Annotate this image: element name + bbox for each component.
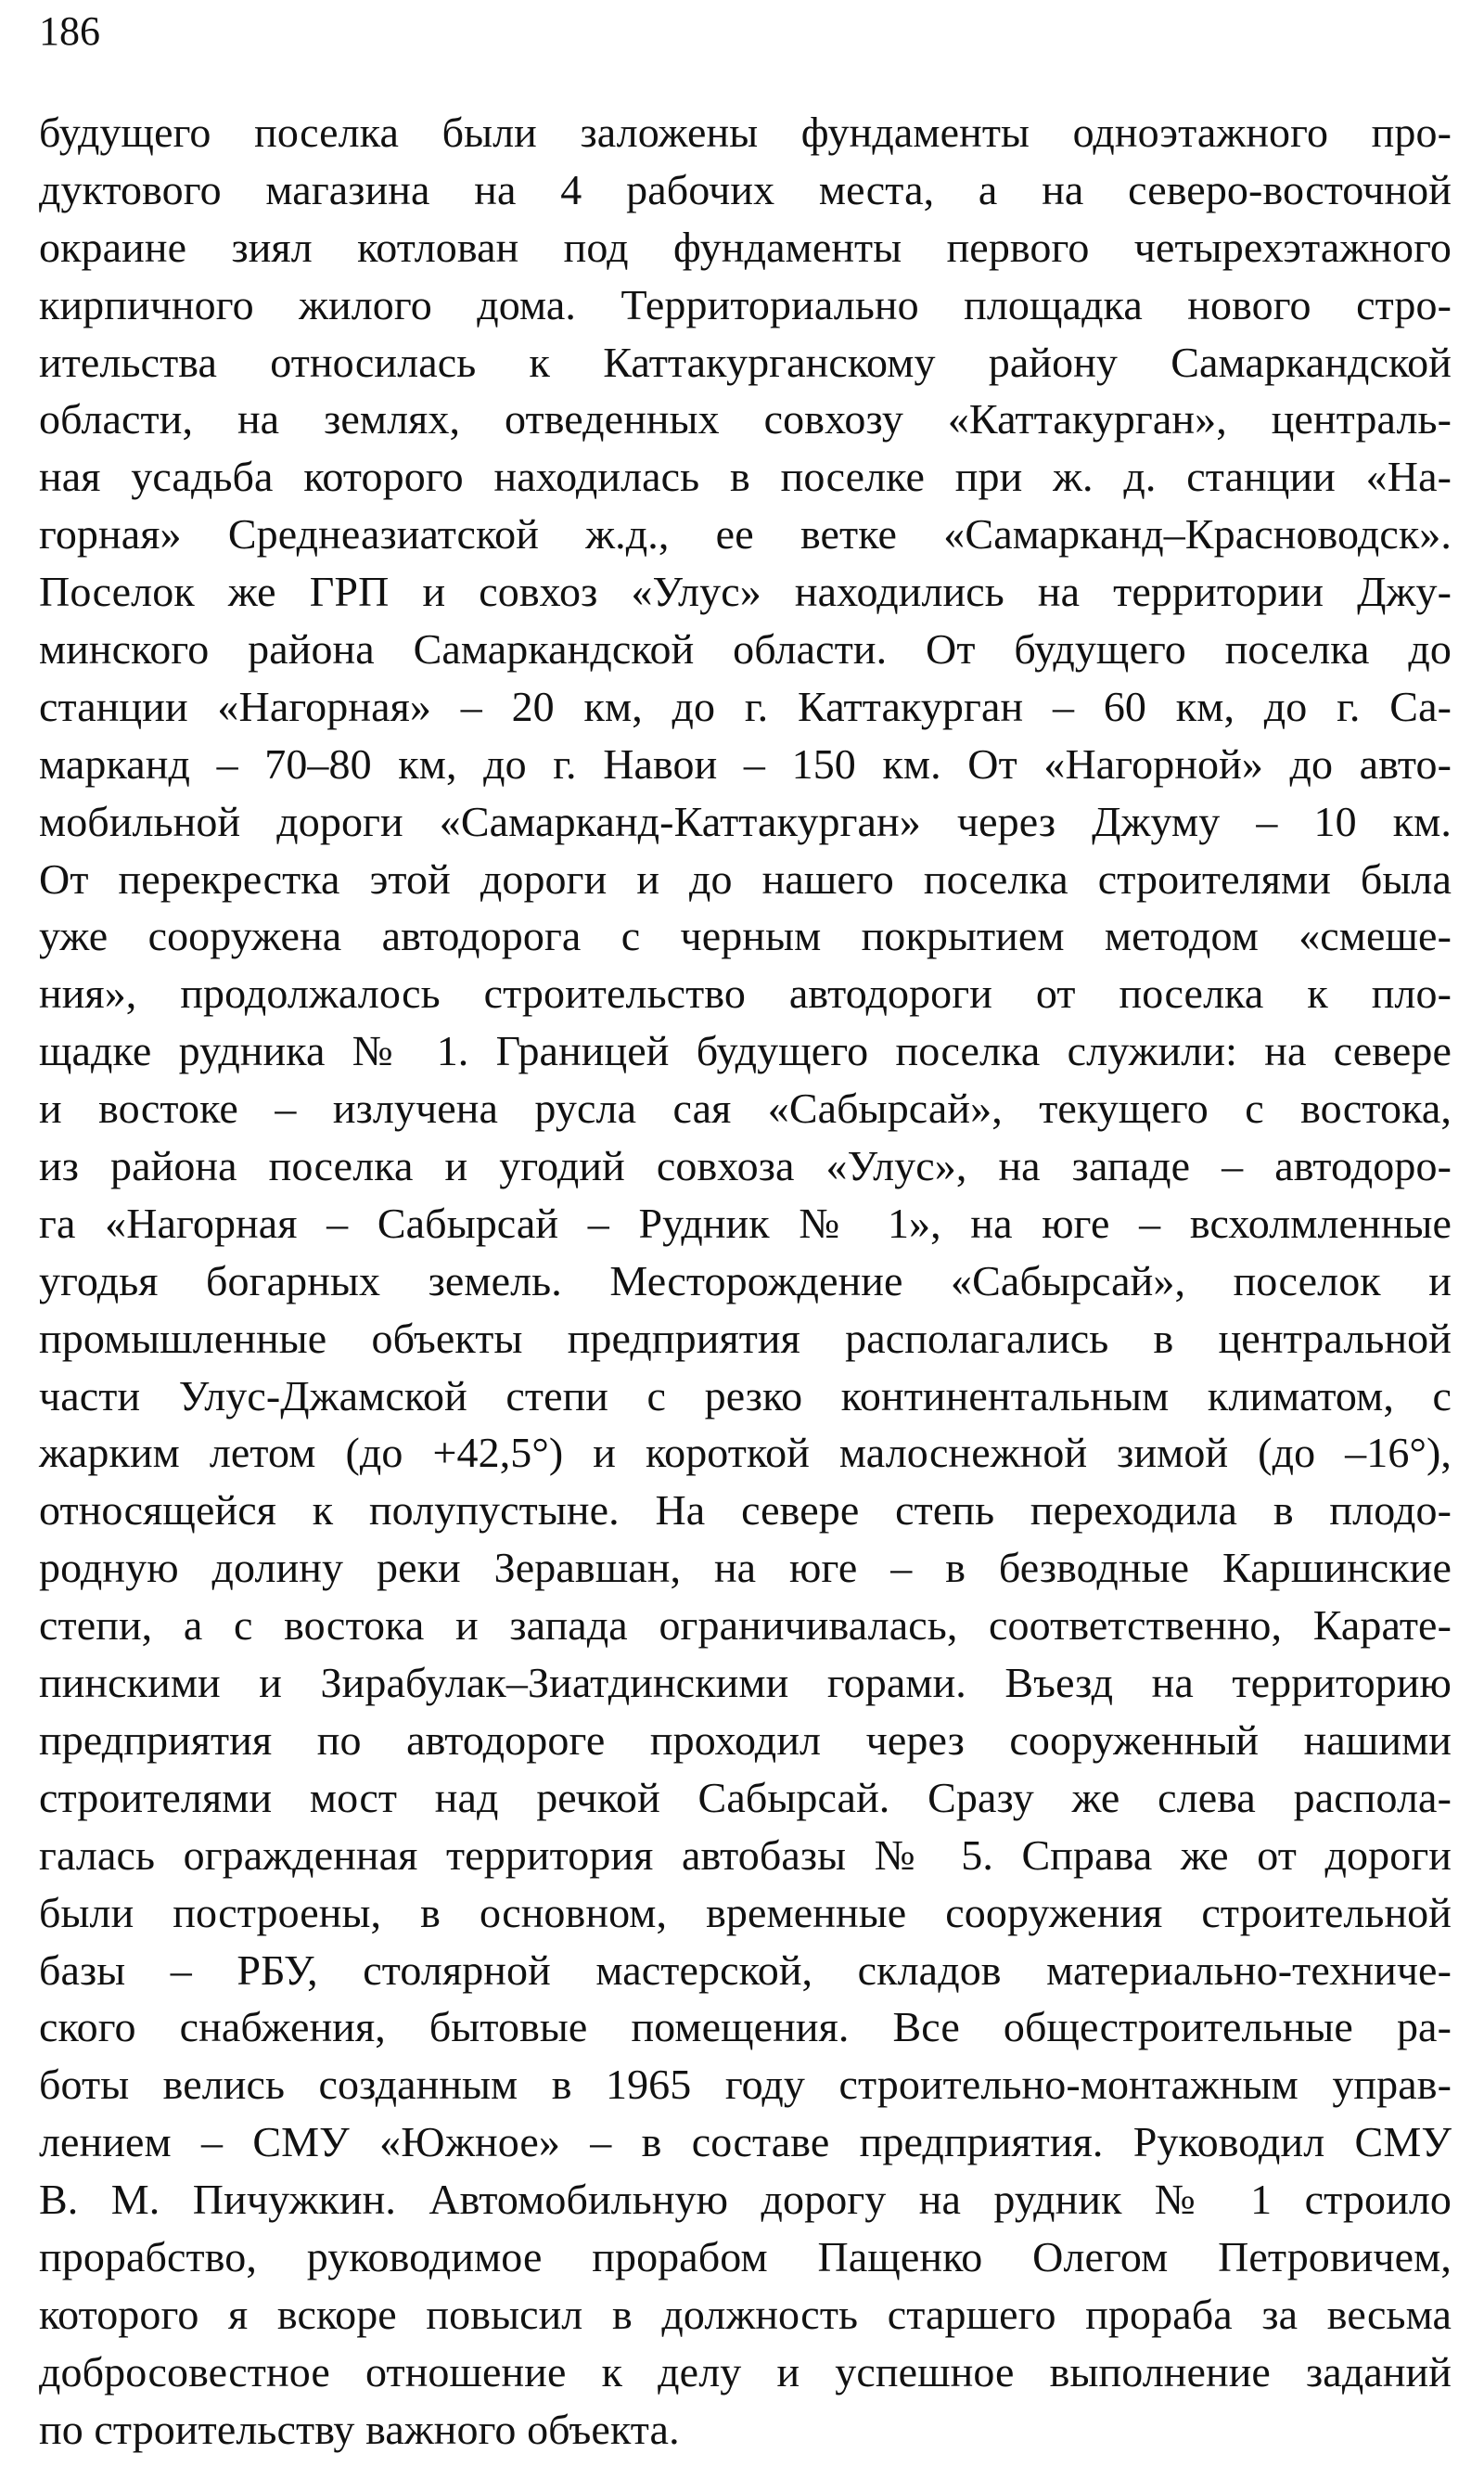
text-line: степи, а с востока и запада ограничивалась, соответственно, Карате- xyxy=(39,1601,1452,1650)
text-line: уже сооружена автодорога с черным покрытием методом «смеше- xyxy=(39,912,1452,960)
text-line: базы – РБУ, столярной мастерской, складов материально-техниче- xyxy=(39,1946,1452,1994)
text-line: От перекрестка этой дороги и до нашего поселка строителями была xyxy=(39,854,1452,903)
text-line: относящейся к полупустыне. На севере степь переходила в плодо- xyxy=(39,1486,1452,1535)
text-line: Поселок же ГРП и совхоз «Улус» находились на территории Джу- xyxy=(39,568,1452,616)
text-line: области, на землях, отведенных совхозу «Каттакурган», централь- xyxy=(39,395,1452,443)
text-line: кирпичного жилого дома. Территориально площадка нового стро- xyxy=(39,280,1452,328)
text-line: минского района Самаркандской области. От будущего поселка до xyxy=(39,625,1452,674)
text-line: станции «Нагорная» – 20 км, до г. Каттакурган – 60 км, до г. Са- xyxy=(39,682,1452,730)
text-line: жарким летом (до +42,5°) и короткой малоснежной зимой (до –16°), xyxy=(39,1429,1452,1477)
text-line: дуктового магазина на 4 рабочих места, а на северо-восточной xyxy=(39,165,1452,213)
text-line: добросовестное отношение к делу и успешное выполнение заданий xyxy=(39,2347,1452,2395)
text-line: промышленные объекты предприятия располагались в центральной xyxy=(39,1314,1452,1362)
text-line: ительства относилась к Каттакурганскому району Самаркандской xyxy=(39,338,1452,386)
text-line: окраине зиял котлован под фундаменты первого четырехэтажного xyxy=(39,223,1452,271)
text-line: будущего поселка были заложены фундаменты одноэтажного про- xyxy=(39,109,1452,156)
text-line: мобильной дороги «Самарканд-Каттакурган» через Джуму – 10 км. xyxy=(39,797,1452,845)
text-line: родную долину реки Зеравшан, на юге – в безводные Каршинские xyxy=(39,1544,1452,1592)
text-line: щадке рудника № 1. Границей будущего поселка служили: на севере xyxy=(39,1027,1452,1075)
text-line: В. М. Пичужкин. Автомобильную дорогу на рудник № 1 строило xyxy=(39,2176,1452,2224)
text-line: боты велись созданным в 1965 году строительно-монтажным управ- xyxy=(39,2061,1452,2109)
text-line: ния», продолжалось строительство автодороги от поселка к пло- xyxy=(39,970,1452,1018)
text-line: ского снабжения, бытовые помещения. Все общестроительные ра- xyxy=(39,2003,1452,2051)
text-line: части Улус-Джамской степи с резко континентальным климатом, с xyxy=(39,1371,1452,1419)
text-line: предприятия по автодороге проходил через сооруженный нашими xyxy=(39,1715,1452,1764)
text-line: строителями мост над речкой Сабырсай. Сразу же слева распола- xyxy=(39,1773,1452,1821)
text-line: горная» Среднеазиатской ж.д., ее ветке «Самарканд–Красноводск». xyxy=(39,510,1452,559)
text-line: из района поселка и угодий совхоза «Улус», на западе – автодоро- xyxy=(39,1142,1452,1190)
text-line: пинскими и Зирабулак–Зиатдинскими горами. Въезд на территорию xyxy=(39,1659,1452,1707)
text-line: угодья богарных земель. Месторождение «Сабырсай», поселок и xyxy=(39,1256,1452,1304)
text-line: прорабство, руководимое прорабом Пащенко Олегом Петровичем, xyxy=(39,2232,1452,2280)
text-line: и востоке – излучена русла сая «Сабырсай», текущего с востока, xyxy=(39,1085,1452,1133)
text-line: ная усадьба которого находилась в поселке при ж. д. станции «На- xyxy=(39,453,1452,501)
text-line: были построены, в основном, временные сооружения строительной xyxy=(39,1888,1452,1936)
text-line: лением – СМУ «Южное» – в составе предприятия. Руководил СМУ xyxy=(39,2118,1452,2166)
body-text xyxy=(39,104,1452,2459)
text-line: галась огражденная территория автобазы № 5. Справа же от дороги xyxy=(39,1830,1452,1879)
text-line-last: по строительству важного объекта. xyxy=(39,2405,680,2453)
text-line: марканд – 70–80 км, до г. Навои – 150 км. От «Нагорной» до авто- xyxy=(39,739,1452,788)
page-number: 186 xyxy=(39,8,100,54)
text-line: которого я вскоре повысил в должность старшего прораба за весьма xyxy=(39,2290,1452,2338)
text-line: га «Нагорная – Сабырсай – Рудник № 1», на юге – всхолмленные xyxy=(39,1199,1452,1247)
